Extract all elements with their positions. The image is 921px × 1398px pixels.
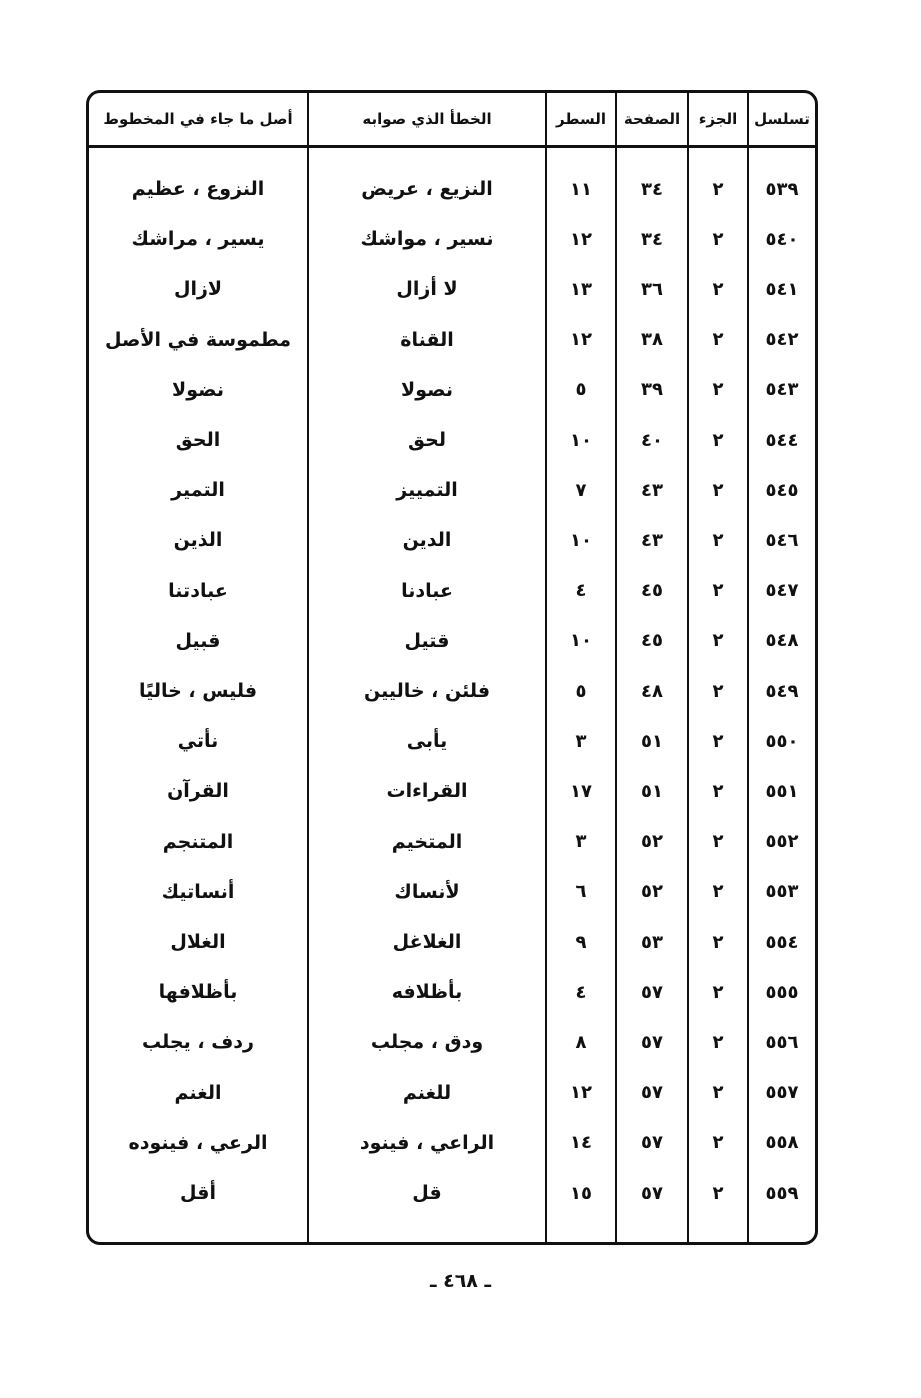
cell-line: ١٣	[570, 278, 592, 300]
cell-original: نضولا	[172, 378, 224, 401]
cell-error: بأظلافه	[391, 981, 463, 1004]
cell-page: ٥٧	[641, 1132, 663, 1154]
cell-page: ٥٢	[641, 831, 663, 853]
cell-page: ٣٤	[641, 178, 663, 200]
header-serial: تسلسل	[754, 110, 810, 128]
cell-line: ١٢	[570, 228, 592, 250]
cell-page: ٥٢	[641, 881, 663, 903]
cell-page: ٤٨	[641, 680, 663, 702]
cell-serial: ٥٤٠	[765, 228, 799, 250]
cell-original: أنساتيك	[161, 880, 235, 903]
table-header-row	[89, 93, 815, 148]
cell-original: يسير ، مراشك	[131, 228, 265, 251]
cell-error: عبادنا	[401, 579, 453, 602]
cell-serial: ٥٤٥	[765, 479, 799, 501]
table-row	[89, 967, 815, 1017]
errata-table	[86, 90, 818, 1245]
cell-error: القناة	[400, 328, 454, 351]
cell-error: القراءات	[386, 780, 468, 803]
cell-part: ٢	[712, 981, 724, 1003]
table-row	[89, 1168, 815, 1218]
header-part: الجزء	[698, 110, 738, 128]
cell-original: المتنجم	[162, 830, 234, 853]
cell-original: قبيل	[175, 629, 221, 652]
cell-serial: ٥٥٤	[765, 931, 799, 953]
cell-page: ٥٧	[641, 981, 663, 1003]
cell-original: ردف ، يجلب	[142, 1031, 254, 1054]
cell-error: نصولا	[401, 378, 453, 401]
cell-page: ٣٨	[641, 329, 663, 351]
cell-page: ٥٣	[641, 931, 663, 953]
cell-serial: ٥٥١	[765, 780, 799, 802]
cell-line: ٧	[575, 479, 587, 501]
table-row	[89, 566, 815, 616]
cell-error: قل	[412, 1182, 442, 1204]
cell-line: ٣	[575, 831, 587, 853]
cell-serial: ٥٤٨	[765, 630, 799, 652]
cell-part: ٢	[712, 630, 724, 652]
cell-error: لأنساك	[394, 880, 460, 903]
cell-part: ٢	[712, 278, 724, 300]
table-row	[89, 666, 815, 716]
cell-error: لحق	[408, 429, 446, 451]
cell-original: الذين	[173, 529, 223, 552]
cell-line: ١٥	[570, 1182, 592, 1204]
cell-line: ١٠	[570, 630, 592, 652]
cell-part: ٢	[712, 228, 724, 250]
cell-error: المتخيم	[391, 830, 463, 853]
table-row	[89, 867, 815, 917]
cell-serial: ٥٤٧	[765, 580, 799, 602]
cell-original: نأتي	[177, 730, 219, 753]
cell-line: ١٠	[570, 429, 592, 451]
cell-error: فلئن ، خاليين	[363, 680, 491, 702]
cell-serial: ٥٥٩	[765, 1182, 799, 1204]
cell-original: القرآن	[167, 780, 229, 803]
cell-error: الغلاغل	[392, 931, 462, 953]
table-row	[89, 415, 815, 465]
cell-page: ٤٣	[641, 479, 663, 501]
cell-serial: ٥٥٢	[765, 831, 799, 853]
cell-error: لا أزال	[396, 278, 458, 301]
cell-serial: ٥٥٨	[765, 1132, 799, 1154]
cell-line: ٦	[575, 881, 587, 903]
cell-error: للغنم	[402, 1081, 452, 1104]
table-row	[89, 315, 815, 365]
cell-page: ٥٧	[641, 1182, 663, 1204]
cell-original: مطموسة في الأصل	[105, 328, 292, 351]
cell-original: الغنم	[174, 1081, 222, 1104]
table-row	[89, 616, 815, 666]
cell-part: ٢	[712, 1182, 724, 1204]
header-line: السطر	[556, 110, 606, 128]
cell-original: النزوع ، عظيم	[131, 178, 265, 200]
table-row	[89, 264, 815, 314]
table-row	[89, 1118, 815, 1168]
cell-page: ٤٣	[641, 529, 663, 551]
cell-original: بأظلافها	[158, 981, 238, 1004]
cell-error: الدين	[402, 529, 452, 552]
cell-part: ٢	[712, 730, 724, 752]
cell-part: ٢	[712, 1031, 724, 1053]
header-original: أصل ما جاء في المخطوط	[103, 110, 293, 128]
cell-part: ٢	[712, 529, 724, 551]
cell-original: فليس ، خاليًا	[138, 680, 258, 702]
header-page: الصفحة	[623, 110, 681, 128]
cell-error: الراعي ، فينود	[359, 1131, 495, 1154]
cell-serial: ٥٥٣	[765, 881, 799, 903]
cell-page: ٣٤	[641, 228, 663, 250]
cell-part: ٢	[712, 429, 724, 451]
cell-line: ١٢	[570, 329, 592, 351]
cell-part: ٢	[712, 329, 724, 351]
cell-part: ٢	[712, 379, 724, 401]
table-row	[89, 1017, 815, 1067]
cell-page: ٥١	[641, 780, 663, 802]
cell-line: ٨	[575, 1031, 587, 1053]
cell-original: التمير	[171, 479, 225, 502]
table-row	[89, 164, 815, 214]
cell-part: ٢	[712, 780, 724, 802]
cell-original: الرعي ، فينوده	[128, 1131, 268, 1154]
cell-part: ٢	[712, 680, 724, 702]
table-row	[89, 515, 815, 565]
cell-error: النزيع ، عريض	[361, 178, 493, 200]
table-row	[89, 365, 815, 415]
cell-error: نسير ، مواشك	[360, 228, 494, 251]
cell-line: ١٤	[570, 1132, 592, 1154]
cell-line: ٥	[575, 379, 587, 401]
table-row	[89, 465, 815, 515]
cell-serial: ٥٥٧	[765, 1082, 799, 1104]
cell-part: ٢	[712, 831, 724, 853]
cell-error: يأبى	[406, 730, 448, 753]
cell-serial: ٥٤٦	[765, 529, 799, 551]
cell-page: ٤٥	[641, 630, 663, 652]
table-row	[89, 1068, 815, 1118]
cell-serial: ٥٥٠	[765, 730, 799, 752]
cell-line: ٥	[575, 680, 587, 702]
cell-serial: ٥٤٣	[765, 379, 799, 401]
cell-error: ودق ، مجلب	[370, 1031, 484, 1054]
cell-serial: ٥٤٢	[765, 329, 799, 351]
cell-line: ٣	[575, 730, 587, 752]
cell-serial: ٥٤٤	[765, 429, 799, 451]
cell-part: ٢	[712, 178, 724, 200]
table-row	[89, 917, 815, 967]
cell-original: الغلال	[170, 931, 226, 953]
cell-part: ٢	[712, 580, 724, 602]
cell-error: التمييز	[396, 479, 458, 502]
cell-part: ٢	[712, 1082, 724, 1104]
table-row	[89, 214, 815, 264]
table-row	[89, 817, 815, 867]
cell-page: ٣٩	[641, 379, 663, 401]
cell-line: ١٠	[570, 529, 592, 551]
cell-part: ٢	[712, 881, 724, 903]
cell-line: ٩	[575, 931, 587, 953]
cell-line: ١١	[570, 178, 592, 200]
cell-part: ٢	[712, 931, 724, 953]
cell-serial: ٥٤١	[765, 278, 799, 300]
table-row	[89, 766, 815, 816]
cell-original: أقل	[180, 1182, 216, 1204]
cell-original: الحق	[175, 429, 221, 451]
cell-page: ٤٥	[641, 580, 663, 602]
cell-line: ٤	[575, 580, 587, 602]
cell-line: ١٢	[570, 1082, 592, 1104]
cell-page: ٥٧	[641, 1082, 663, 1104]
cell-page: ٤٠	[641, 429, 663, 451]
cell-serial: ٥٥٥	[765, 981, 799, 1003]
cell-line: ٤	[575, 981, 587, 1003]
cell-page: ٥٧	[641, 1031, 663, 1053]
cell-serial: ٥٣٩	[765, 178, 799, 200]
page-number: ـ ٤٦٨ ـ	[429, 1270, 491, 1292]
cell-part: ٢	[712, 1132, 724, 1154]
cell-serial: ٥٥٦	[765, 1031, 799, 1053]
cell-serial: ٥٤٩	[765, 680, 799, 702]
cell-error: قتيل	[404, 629, 450, 652]
cell-line: ١٧	[570, 780, 592, 802]
cell-page: ٥١	[641, 730, 663, 752]
cell-original: عبادتنا	[168, 579, 228, 602]
cell-original: لازال	[173, 278, 223, 301]
cell-page: ٣٦	[641, 278, 663, 300]
table-row	[89, 716, 815, 766]
header-error: الخطأ الذي صوابه	[362, 110, 492, 128]
cell-part: ٢	[712, 479, 724, 501]
